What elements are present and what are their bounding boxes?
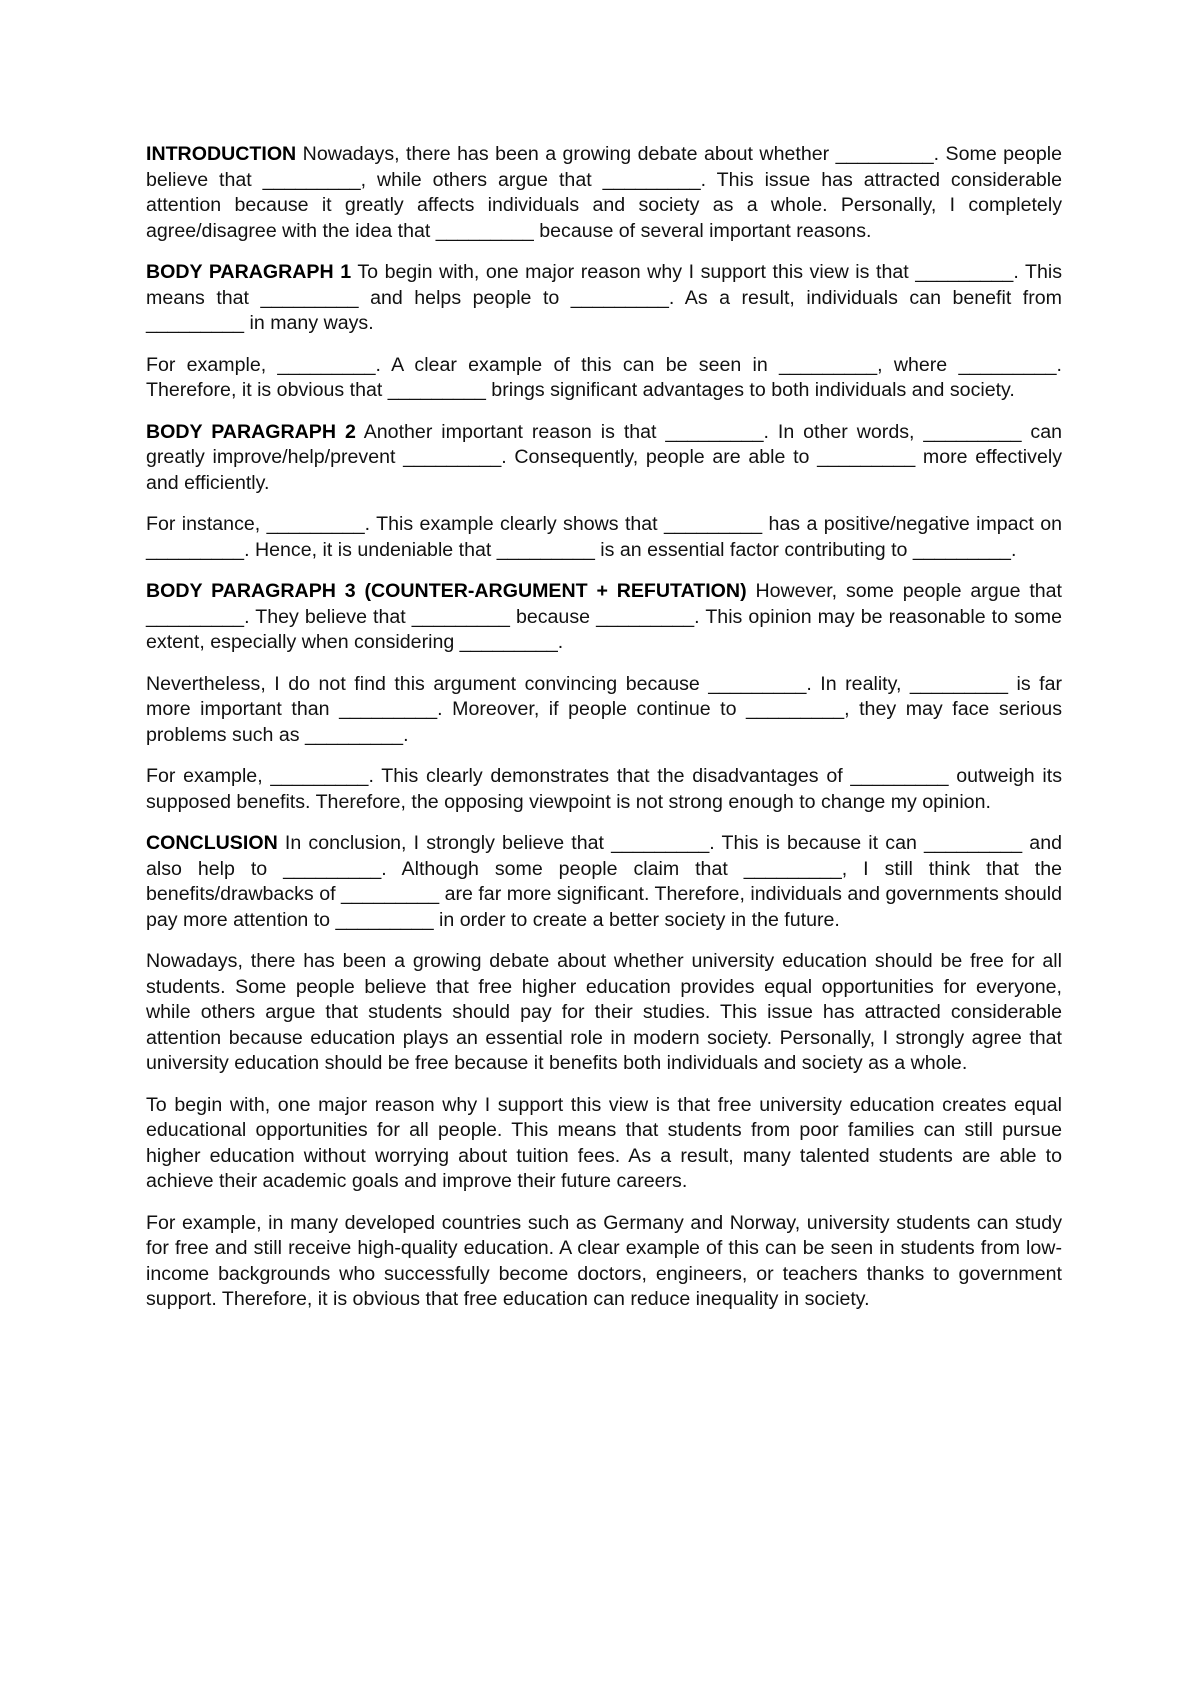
sample-introduction-paragraph: Nowadays, there has been a growing debate about whether university education should be free for all students. Some people believe that free higher education provides equal opportunities for everyone, while others argue that students should pay for their studies. This issue has attracted considerable attention because education plays an essential role in modern society. Personally, I strongly agree that university education should be free because it benefits both individuals and society as a whole. — [146, 950, 1062, 1074]
body-paragraph-1 — [146, 260, 1062, 337]
body-paragraph-3-example: For example, _________. This clearly demonstrates that the disadvantages of _________ outweigh its supposed benefits. Therefore, the opposing viewpoint is not strong enough to change my opinion. — [146, 765, 1062, 813]
conclusion-heading: CONCLUSION — [146, 832, 278, 854]
conclusion-paragraph — [146, 831, 1062, 933]
body-paragraph-2 — [146, 420, 1062, 497]
sample-example-paragraph: For example, in many developed countries such as Germany and Norway, university students can study for free and still receive high-quality education. A clear example of this can be seen in students from low-income backgrounds who successfully become doctors, engineers, or teachers thanks to government support. Therefore, it is obvious that free education can reduce inequality in society. — [146, 1211, 1062, 1310]
body-paragraph-1-text: To begin with, one major reason why I support this view is that _________. This means that _________ and helps people to _________. As a result, individuals can benefit from _________ in many ways. — [146, 261, 1062, 334]
body-paragraph-1-example: For example, _________. A clear example of this can be seen in _________, where _________. Therefore, it is obvious that _________ brings significant advantages to both individuals and society. — [146, 353, 1062, 401]
body-paragraph-1-heading: BODY PARAGRAPH 1 — [146, 261, 352, 283]
introduction-text: Nowadays, there has been a growing debate about whether _________. Some people believe that _________, while others argue that _________. This issue has attracted considerable attention because it greatly affects individuals and society as a whole. Personally, I completely agree/disagree with the idea that _________ because of several important reasons. — [146, 143, 1062, 242]
body-paragraph-2-text: Another important reason is that _________. In other words, _________ can greatly improve/help/prevent _________. Consequently, people are able to _________ more effectively and efficiently. — [146, 420, 1062, 494]
conclusion-text: In conclusion, I strongly believe that _________. This is because it can _________ and also help to _________. Although some people claim that _________, I still think that the benefits/drawbacks of _________ are far more significant. Therefore, individuals and governments should pay more attention to _________ in order to create a better society in the future. — [146, 832, 1062, 931]
body-paragraph-3-refutation: Nevertheless, I do not find this argument convincing because _________. In reality, _________ is far more important than _________. Moreover, if people continue to _________, they may face serious problems such as _________. — [146, 672, 1062, 746]
body-paragraph-2-example: For instance, _________. This example clearly shows that _________ has a positive/negative impact on _________. Hence, it is undeniable that _________ is an essential factor contributing to _________. — [146, 513, 1062, 561]
body-paragraph-3 — [146, 579, 1062, 656]
sample-body-paragraph: To begin with, one major reason why I support this view is that free university education creates equal educational opportunities for all people. This means that students from poor families can still pursue higher education without worrying about tuition fees. As a result, many talented students are able to achieve their academic goals and improve their future careers. — [146, 1093, 1062, 1192]
introduction-paragraph — [146, 142, 1062, 244]
introduction-heading: INTRODUCTION — [146, 143, 297, 165]
body-paragraph-2-heading: BODY PARAGRAPH 2 — [146, 420, 356, 443]
body-paragraph-3-heading: BODY PARAGRAPH 3 (COUNTER-ARGUMENT + REFUTATION) — [146, 580, 747, 602]
document-page — [146, 142, 1062, 1329]
body-paragraph-3-text: However, some people argue that _________. They believe that _________ because _________. This opinion may be reasonable to some extent, especially when considering _________. — [146, 580, 1062, 653]
